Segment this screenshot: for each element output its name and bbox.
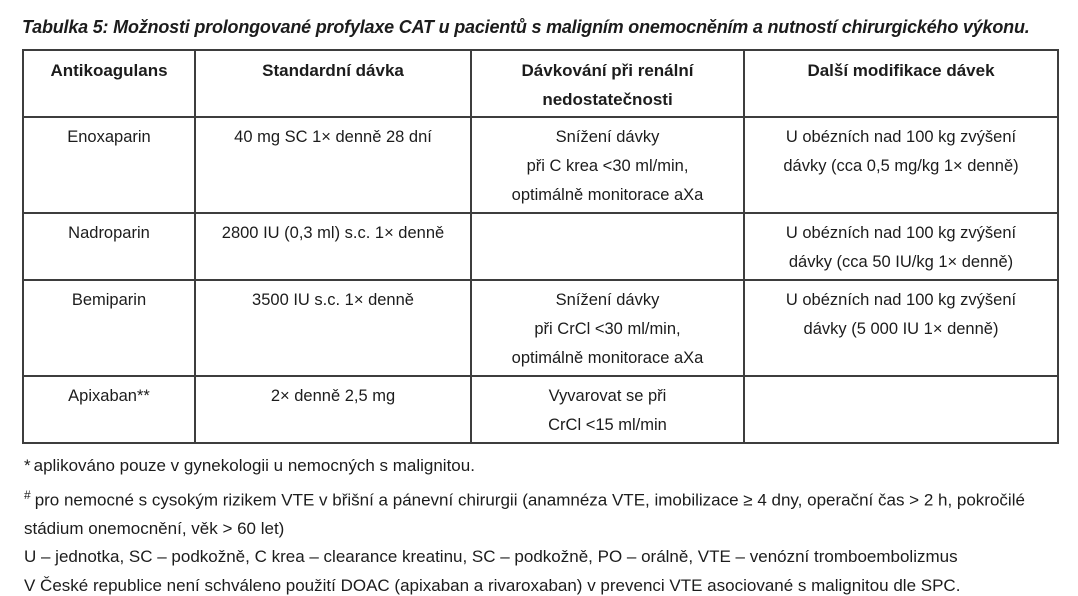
table-header-row	[23, 50, 1058, 117]
column-header: Antikoagulans	[23, 50, 195, 117]
footnote-text: pro nemocné s cysokým rizikem VTE v břišní a pánevní chirurgii (anamnéza VTE, imobilizace ≥ 4 dny, operační čas > 2 h, pokročilé stádium onemocnění, věk > 60 let)	[24, 490, 1025, 538]
table-cell: 2× denně 2,5 mg	[195, 376, 471, 443]
table-cell: Nadroparin	[23, 213, 195, 280]
table-cell: Snížení dávky při CrCl <30 ml/min, optimálně monitorace aXa	[471, 280, 744, 376]
footnote-asterisk	[24, 452, 1064, 481]
table-cell: Snížení dávky při C krea <30 ml/min, optimálně monitorace aXa	[471, 117, 744, 213]
table-cell: 40 mg SC 1× denně 28 dní	[195, 117, 471, 213]
footnote-text: aplikováno pouze v gynekologii u nemocných s malignitou.	[33, 456, 475, 475]
column-header: Dávkování při renální nedostatečnosti	[471, 50, 744, 117]
table-cell: 3500 IU s.c. 1× denně	[195, 280, 471, 376]
table-row	[23, 213, 1058, 280]
table-cell: Apixaban**	[23, 376, 195, 443]
table-cell: U obézních nad 100 kg zvýšení dávky (cca 50 IU/kg 1× denně)	[744, 213, 1058, 280]
table-cell	[744, 376, 1058, 443]
column-header: Standardní dávka	[195, 50, 471, 117]
footnote-hash	[24, 481, 1064, 544]
table-cell	[471, 213, 744, 280]
footnote-text: V České republice není schváleno použití DOAC (apixaban a rivaroxaban) v prevenci VTE asociované s malignitou dle SPC.	[24, 575, 961, 595]
table-body	[23, 117, 1058, 443]
table-caption: Tabulka 5: Možnosti prolongované profylaxe CAT u pacientů s maligním onemocněním a nutností chirurgického výkonu.	[22, 17, 1030, 37]
table-cell: U obézních nad 100 kg zvýšení dávky (5 000 IU 1× denně)	[744, 280, 1058, 376]
column-header: Další modifikace dávek	[744, 50, 1058, 117]
table-cell: 2800 IU (0,3 ml) s.c. 1× denně	[195, 213, 471, 280]
footnotes	[24, 452, 1064, 596]
table-cell: Enoxaparin	[23, 117, 195, 213]
prophylaxis-table	[22, 49, 1059, 444]
table-row	[23, 280, 1058, 376]
table-cell: U obézních nad 100 kg zvýšení dávky (cca 0,5 mg/kg 1× denně)	[744, 117, 1058, 213]
footnote-abbreviations	[24, 543, 1064, 572]
footnote-text: U – jednotka, SC – podkožně, C krea – clearance kreatinu, SC – podkožně, PO – orálně, VTE – venózní tromboembolizmus	[24, 547, 958, 567]
table-cell: Bemiparin	[23, 280, 195, 376]
footnote-marker: #	[24, 487, 31, 502]
table-cell: Vyvarovat se při CrCl <15 ml/min	[471, 376, 744, 443]
footnote-marker: *	[24, 456, 31, 475]
table-row	[23, 376, 1058, 443]
footnote-doac	[24, 572, 1064, 596]
table-row	[23, 117, 1058, 213]
